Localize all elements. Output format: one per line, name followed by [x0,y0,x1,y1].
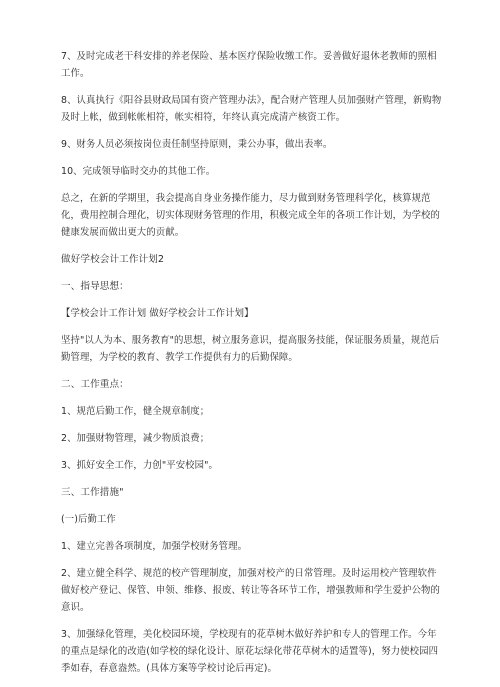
paragraph-item-8: 8、认真执行《阳谷县财政局国有资产管理办法》，配合财产管理人员加强财产管理，新购物及时上帐，做到帐帐相符，帐实相符，年终认真完成清产核资工作。 [61,95,442,123]
paragraph-item-9: 9、财务人员必须按岗位责任制坚持原则，秉公办事，做出表率。 [61,139,333,150]
measure-item-2: 2、建立健全科学、规范的校产管理制度，加强对校产的日常管理。及时运用校产管理软件做好校产登记、保管、申领、维修、报废、转让等各环节工作，增强教师和学生爱护公物的意识。 [61,568,441,613]
subheading-logistics: (一)后勤工作 [61,514,116,525]
ideology-paragraph: 坚持"以人为本、服务教育"的思想，树立服务意识，提高服务技能，保证服务质量，规范后勤管理，为学校的教育、教学工作提供有力的后勤保障。 [61,335,440,363]
measure-item-1: 1、建立完善各项制度，加强学校财务管理。 [61,541,248,552]
paragraph-item-10: 10、完成领导临时交办的其他工作。 [61,166,216,177]
measure-item-3: 3、加强绿化管理，美化校园环境，学校现有的花草树木做好养护和专人的管理工作。今年的重点是绿化的改造(如学校的绿化设计、原花坛绿化带花草树木的适置等)，努力使校园四季如春，春意盎然。(具体方案等学校讨论后再定)。 [61,629,439,674]
section-title: 做好学校会计工作计划2 [61,254,165,265]
document-body [61,48,443,687]
heading-work-measures: 三、工作措施" [61,487,124,498]
bracket-title: 【学校会计工作计划 做好学校会计工作计划】 [61,308,254,319]
focus-item-3: 3、抓好安全工作，力创"平安校园"。 [61,460,219,471]
focus-item-2: 2、加强财物管理，减少物质浪费； [61,433,210,444]
focus-item-1: 1、规范后勤工作，健全规章制度； [61,406,210,417]
summary-paragraph: 总之，在新的学期里，我会提高自身业务操作能力，尽力做到财务管理科学化，核算规范化，费用控制合理化，切实体现财务管理的作用，积极完成全年的各项工作计划，为学校的健康发展而做出更大的贡献。 [61,193,441,238]
heading-work-focus: 二、工作重点： [61,379,129,390]
heading-guiding-ideology: 一、指导思想： [61,281,129,292]
paragraph-item-7: 7、及时完成老干科安排的养老保险、基本医疗保险收缴工作。妥善做好退休老教师的照相工作。 [61,51,437,79]
